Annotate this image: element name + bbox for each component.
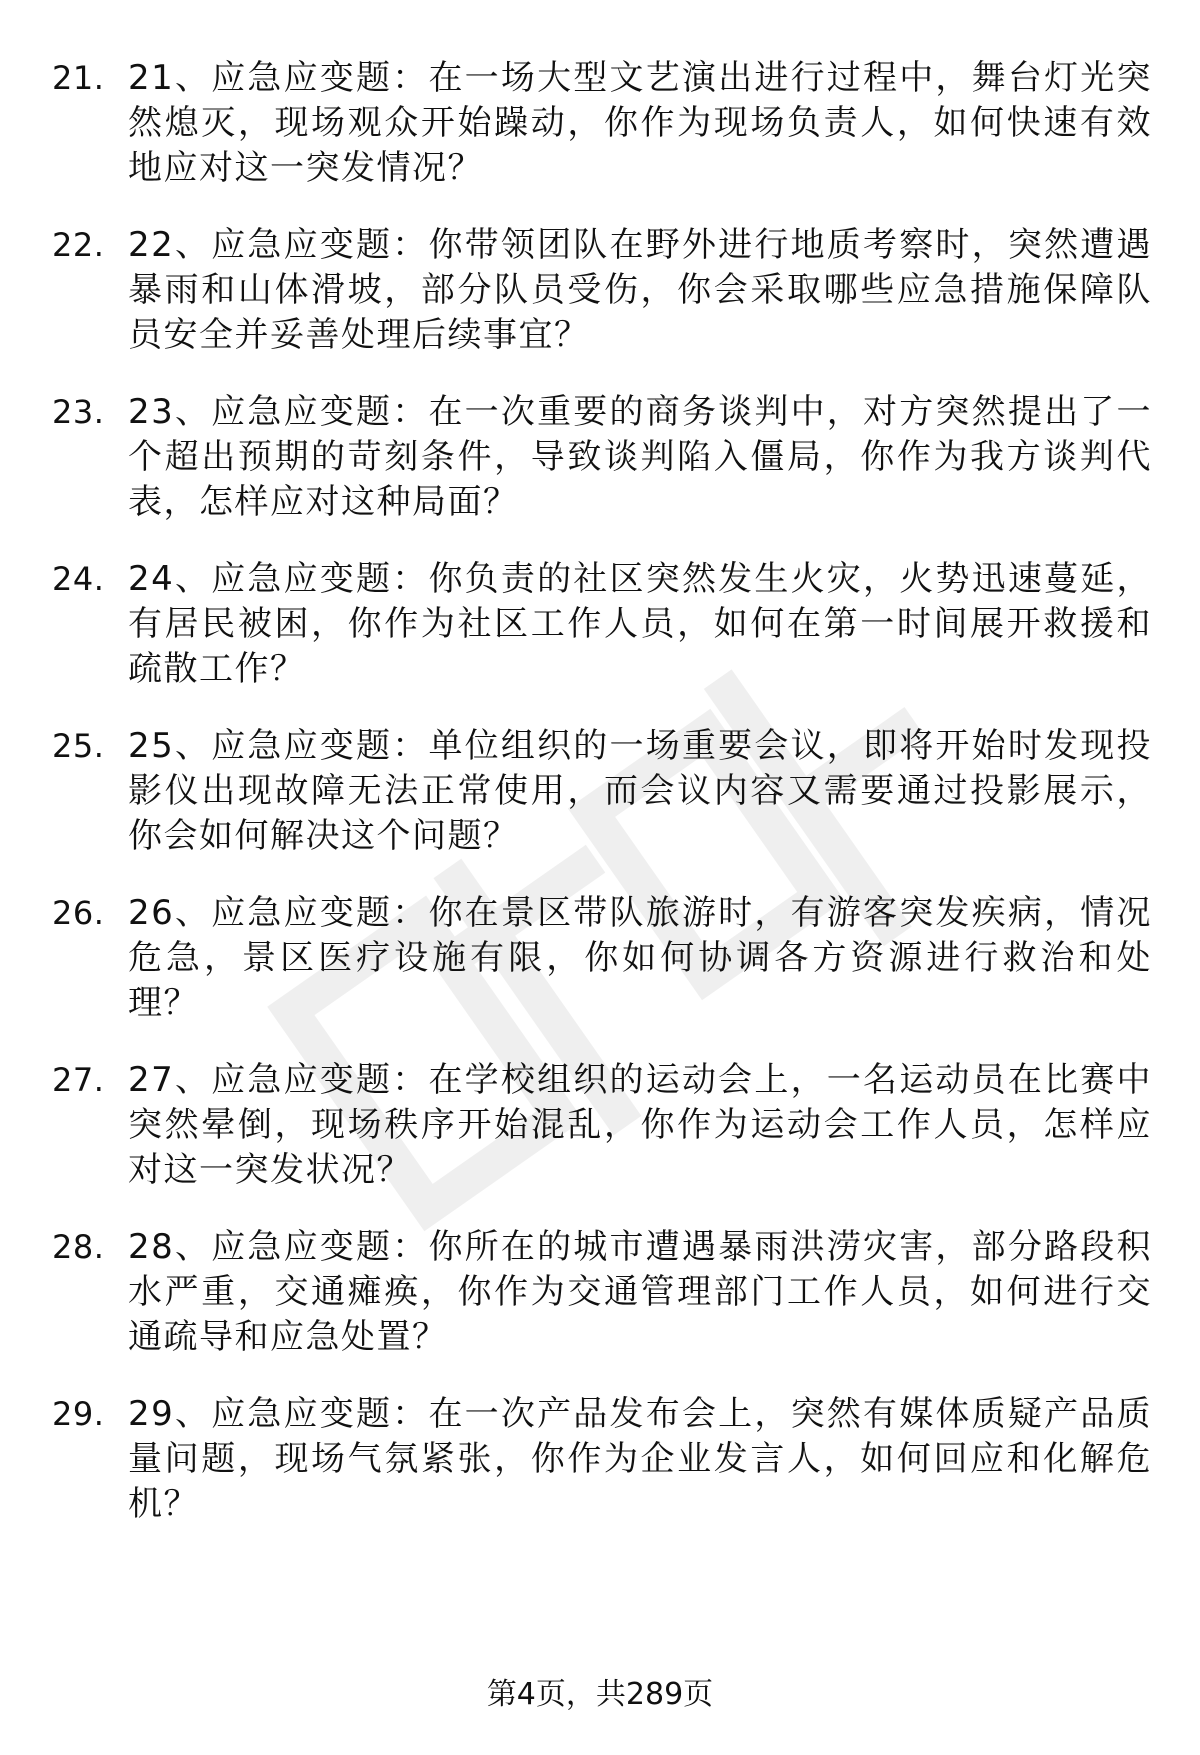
question-number: 28. [52,1228,105,1266]
question-text: 26、应急应变题：你在景区带队旅游时，有游客突发疾病，情况危急，景区医疗设施有限，你如何协调各方资源进行救治和处理？ [128,893,1152,1023]
question-text: 29、应急应变题：在一次产品发布会上，突然有媒体质疑产品质量问题，现场气氛紧张，你作为企业发言人，如何回应和化解危机？ [128,1394,1152,1524]
question-item-23 [52,390,1152,525]
question-number: 21. [52,59,105,97]
question-item-22 [52,223,1152,358]
question-item-28 [52,1225,1152,1360]
question-number: 27. [52,1061,105,1099]
question-text: 25、应急应变题：单位组织的一场重要会议，即将开始时发现投影仪出现故障无法正常使用，而会议内容又需要通过投影展示，你会如何解决这个问题？ [128,726,1152,856]
question-text: 24、应急应变题：你负责的社区突然发生火灾，火势迅速蔓延，有居民被困，你作为社区工作人员，如何在第一时间展开救援和疏散工作？ [128,559,1152,689]
question-number: 22. [52,226,105,264]
question-number: 29. [52,1395,105,1433]
question-text: 27、应急应变题：在学校组织的运动会上，一名运动员在比赛中突然晕倒，现场秩序开始混乱，你作为运动会工作人员，怎样应对这一突发状况？ [128,1060,1152,1190]
question-item-21 [52,56,1152,191]
question-text: 28、应急应变题：你所在的城市遭遇暴雨洪涝灾害，部分路段积水严重，交通瘫痪，你作为交通管理部门工作人员，如何进行交通疏导和应急处置？ [128,1227,1152,1357]
question-number: 23. [52,393,105,431]
question-item-26 [52,891,1152,1026]
question-list [52,56,1152,1559]
question-item-25 [52,724,1152,859]
question-text: 22、应急应变题：你带领团队在野外进行地质考察时，突然遭遇暴雨和山体滑坡，部分队员受伤，你会采取哪些应急措施保障队员安全并妥善处理后续事宜？ [128,225,1152,355]
page-footer: 第4页，共289页 [486,1677,714,1712]
question-text: 23、应急应变题：在一次重要的商务谈判中，对方突然提出了一个超出预期的苛刻条件，导致谈判陷入僵局，你作为我方谈判代表，怎样应对这种局面？ [128,392,1152,522]
question-text: 21、应急应变题：在一场大型文艺演出进行过程中，舞台灯光突然熄灭，现场观众开始躁动，你作为现场负责人，如何快速有效地应对这一突发情况？ [128,58,1152,188]
question-item-27 [52,1058,1152,1193]
question-number: 25. [52,727,105,765]
question-number: 24. [52,560,105,598]
question-item-24 [52,557,1152,692]
question-number: 26. [52,894,105,932]
question-item-29 [52,1392,1152,1527]
